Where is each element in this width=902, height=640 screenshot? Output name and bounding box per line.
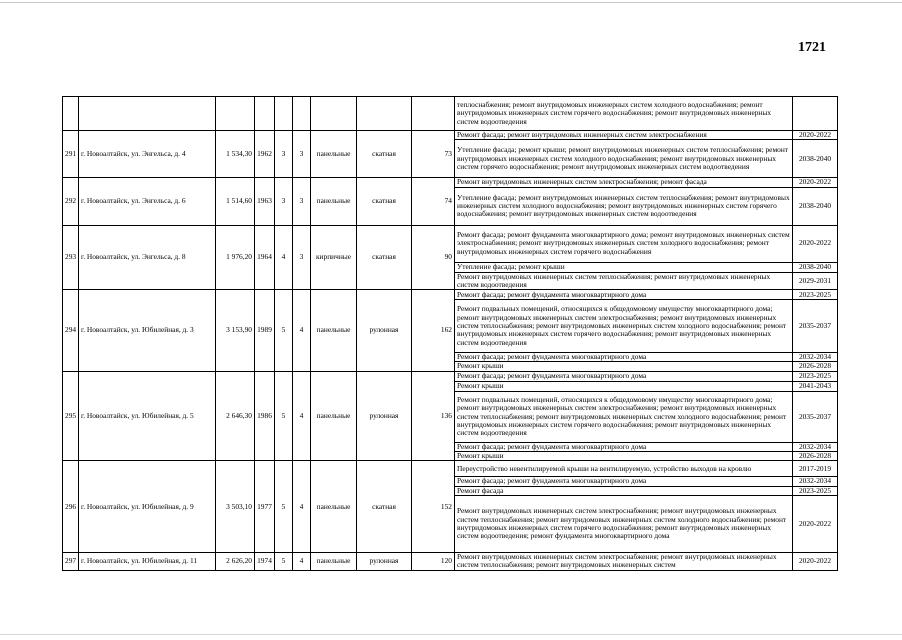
entrances-count: 4 (293, 461, 311, 553)
build-year: 1963 (255, 178, 275, 225)
repair-period: 2032-2034 (793, 477, 838, 486)
entrances-count: 4 (293, 371, 311, 461)
floors-count: 5 (275, 461, 293, 553)
repair-period: 2026-2028 (793, 452, 838, 461)
repair-works: теплоснабжения; ремонт внутридомовых инженерных систем холодного водоснабжения; ремонт внутридомовых инженерных систем горячего водоснабжения; ремонт внутридомовых инженерных систем водоотведения (455, 97, 793, 131)
repair-works: Ремонт крыши (455, 381, 793, 391)
house-area: 2 626,20 (216, 552, 255, 570)
build-year: 1974 (255, 552, 275, 570)
repair-works: Ремонт фасада; ремонт фундамента многоквартирного дома (455, 290, 793, 300)
house-address: г. Новоалтайск, ул. Энгельса, д. 4 (79, 131, 216, 178)
entrances-count (293, 97, 311, 131)
wall-material (311, 97, 357, 131)
build-year: 1962 (255, 131, 275, 178)
roof-type (357, 97, 412, 131)
house-number: 295 (63, 371, 79, 461)
repair-period: 2023-2025 (793, 290, 838, 300)
house-number: 296 (63, 461, 79, 553)
house-number: 297 (63, 552, 79, 570)
repair-period: 2038-2040 (793, 187, 838, 225)
entrances-count: 4 (293, 552, 311, 570)
repair-period: 2023-2025 (793, 371, 838, 381)
table-row (63, 225, 838, 262)
repair-period: 2023-2025 (793, 486, 838, 495)
repair-period: 2041-2043 (793, 381, 838, 391)
repair-period: 2038-2040 (793, 262, 838, 272)
roof-type: рулонная (357, 552, 412, 570)
floors-count: 5 (275, 290, 293, 372)
house-address: г. Новоалтайск, ул. Юбилейная, д. 3 (79, 290, 216, 372)
repair-works: Ремонт фасада; ремонт фундамента многоквартирного дома (455, 353, 793, 362)
repair-works: Ремонт внутридомовых инженерных систем электроснабжения; ремонт фасада (455, 178, 793, 187)
house-area (216, 97, 255, 131)
build-year (255, 97, 275, 131)
repair-works: Утепление фасада; ремонт крыши; ремонт внутридомовых инженерных систем теплоснабжения; ремонт внутридомовых инженерных систем холодного водоснабжения; ремонт внутридомовых инженерных систем горячего водоснабжения; ремонт внутридомовых инженерных систем водоотведения (455, 140, 793, 178)
house-address: г. Новоалтайск, ул. Юбилейная, д. 11 (79, 552, 216, 570)
floors-count (275, 97, 293, 131)
roof-type: скатная (357, 178, 412, 225)
entrances-count: 4 (293, 290, 311, 372)
repair-works: Ремонт внутридомовых инженерных систем теплоснабжения; ремонт внутридомовых инженерных систем водоотведения (455, 272, 793, 290)
house-number: 294 (63, 290, 79, 372)
house-area: 1 514,60 (216, 178, 255, 225)
apartments-count: 152 (412, 461, 455, 553)
apartments-count (412, 97, 455, 131)
repair-period: 2020-2022 (793, 552, 838, 570)
house-area: 1 534,30 (216, 131, 255, 178)
repair-period: 2029-2031 (793, 272, 838, 290)
repair-works: Ремонт крыши (455, 452, 793, 461)
entrances-count: 3 (293, 178, 311, 225)
roof-type: скатная (357, 461, 412, 553)
repair-period: 2035-2037 (793, 391, 838, 442)
build-year: 1977 (255, 461, 275, 553)
wall-material: панельные (311, 290, 357, 372)
house-area: 1 976,20 (216, 225, 255, 290)
wall-material: панельные (311, 461, 357, 553)
wall-material: панельные (311, 131, 357, 178)
wall-material: панельные (311, 371, 357, 461)
repair-works: Утепление фасада; ремонт внутридомовых инженерных систем теплоснабжения; ремонт внутридомовых инженерных систем холодного водоснабжения; ремонт внутридомовых инженерных систем горячего водоснабжения; ремонт внутридомовых инженерных систем водоотведения (455, 187, 793, 225)
repair-period: 2020-2022 (793, 225, 838, 262)
repair-period: 2032-2034 (793, 442, 838, 451)
repair-period: 2026-2028 (793, 362, 838, 371)
apartments-count: 136 (412, 371, 455, 461)
repair-works: Переустройство невентилируемой крыши на вентилируемую, устройство выходов на кровлю (455, 461, 793, 477)
entrances-count: 3 (293, 131, 311, 178)
apartments-count: 162 (412, 290, 455, 372)
table-row (63, 178, 838, 187)
build-year: 1964 (255, 225, 275, 290)
table-row (63, 131, 838, 140)
repair-period: 2032-2034 (793, 353, 838, 362)
table-row (63, 290, 838, 300)
floors-count: 3 (275, 131, 293, 178)
apartments-count: 90 (412, 225, 455, 290)
house-address: г. Новоалтайск, ул. Юбилейная, д. 9 (79, 461, 216, 553)
house-area: 3 153,90 (216, 290, 255, 372)
floors-count: 5 (275, 552, 293, 570)
table-row (63, 371, 838, 381)
house-number: 293 (63, 225, 79, 290)
repair-works: Утепление фасада; ремонт крыши (455, 262, 793, 272)
wall-material: панельные (311, 178, 357, 225)
floors-count: 3 (275, 178, 293, 225)
table-row (63, 97, 838, 131)
table-row (63, 552, 838, 570)
build-year: 1989 (255, 290, 275, 372)
repair-period: 2035-2037 (793, 300, 838, 353)
house-address (79, 97, 216, 131)
repair-works: Ремонт фасада; ремонт внутридомовых инженерных систем электроснабжения (455, 131, 793, 140)
house-address: г. Новоалтайск, ул. Энгельса, д. 6 (79, 178, 216, 225)
repair-period: 2020-2022 (793, 178, 838, 187)
roof-type: рулонная (357, 290, 412, 372)
housing-repair-table (62, 96, 838, 571)
repair-works: Ремонт крыши (455, 362, 793, 371)
repair-period: 2038-2040 (793, 140, 838, 178)
repair-period: 2017-2019 (793, 461, 838, 477)
wall-material: панельные (311, 552, 357, 570)
house-area: 3 503,10 (216, 461, 255, 553)
page-number: 1721 (798, 40, 826, 55)
repair-works: Ремонт фасада; ремонт фундамента многоквартирного дома (455, 477, 793, 486)
floors-count: 5 (275, 371, 293, 461)
scan-edge-bottom (0, 634, 902, 635)
house-address: г. Новоалтайск, ул. Энгельса, д. 8 (79, 225, 216, 290)
roof-type: рулонная (357, 371, 412, 461)
repair-works: Ремонт фасада; ремонт фундамента многоквартирного дома; ремонт внутридомовых инженерных систем электроснабжения; ремонт внутридомовых инженерных систем холодного водоснабжения; ремонт внутридомовых инженерных систем горячего водоснабжения (455, 225, 793, 262)
table-row (63, 461, 838, 477)
house-number: 292 (63, 178, 79, 225)
apartments-count: 74 (412, 178, 455, 225)
house-number: 291 (63, 131, 79, 178)
house-address: г. Новоалтайск, ул. Юбилейная, д. 5 (79, 371, 216, 461)
repair-works: Ремонт подвальных помещений, относящихся к общедомовому имуществу многоквартирного дома; ремонт внутридомовых инженерных систем электроснабжения; ремонт внутридомовых инженерных систем теплоснабжения; ремонт внутридомовых инженерных систем холодного водоснабжения; ремонт внутридомовых инженерных систем горячего водоснабжения; ремонт внутридомовых инженерных систем водоотведения (455, 391, 793, 442)
floors-count: 4 (275, 225, 293, 290)
repair-period: 2020-2022 (793, 131, 838, 140)
roof-type: скатная (357, 131, 412, 178)
entrances-count: 3 (293, 225, 311, 290)
scan-edge-top (0, 2, 902, 3)
build-year: 1986 (255, 371, 275, 461)
roof-type: скатная (357, 225, 412, 290)
wall-material: кирпичные (311, 225, 357, 290)
repair-works: Ремонт фасада; ремонт фундамента многоквартирного дома (455, 442, 793, 451)
repair-works: Ремонт внутридомовых инженерных систем электроснабжения; ремонт внутридомовых инженерных систем теплоснабжения; ремонт внутридомовых инженерных систем холодного водоснабжения; ремонт внутридомовых инженерных систем горячего водоснабжения; ремонт внутридомовых инженерных систем водоотведения; ремонт фундамента многоквартирного дома (455, 495, 793, 552)
repair-period (793, 97, 838, 131)
house-area: 2 646,30 (216, 371, 255, 461)
repair-works: Ремонт внутридомовых инженерных систем электроснабжения; ремонт внутридомовых инженерных систем теплоснабжения; ремонт внутридомовых инженерных систем (455, 552, 793, 570)
repair-works: Ремонт фасада (455, 486, 793, 495)
apartments-count: 73 (412, 131, 455, 178)
apartments-count: 120 (412, 552, 455, 570)
repair-period: 2020-2022 (793, 495, 838, 552)
repair-works: Ремонт подвальных помещений, относящихся к общедомовому имуществу многоквартирного дома; ремонт внутридомовых инженерных систем электроснабжения; ремонт внутридомовых инженерных систем теплоснабжения; ремонт внутридомовых инженерных систем холодного водоснабжения; ремонт внутридомовых инженерных систем горячего водоснабжения; ремонт внутридомовых инженерных систем водоотведения (455, 300, 793, 353)
house-number (63, 97, 79, 131)
repair-works: Ремонт фасада; ремонт фундамента многоквартирного дома (455, 371, 793, 381)
